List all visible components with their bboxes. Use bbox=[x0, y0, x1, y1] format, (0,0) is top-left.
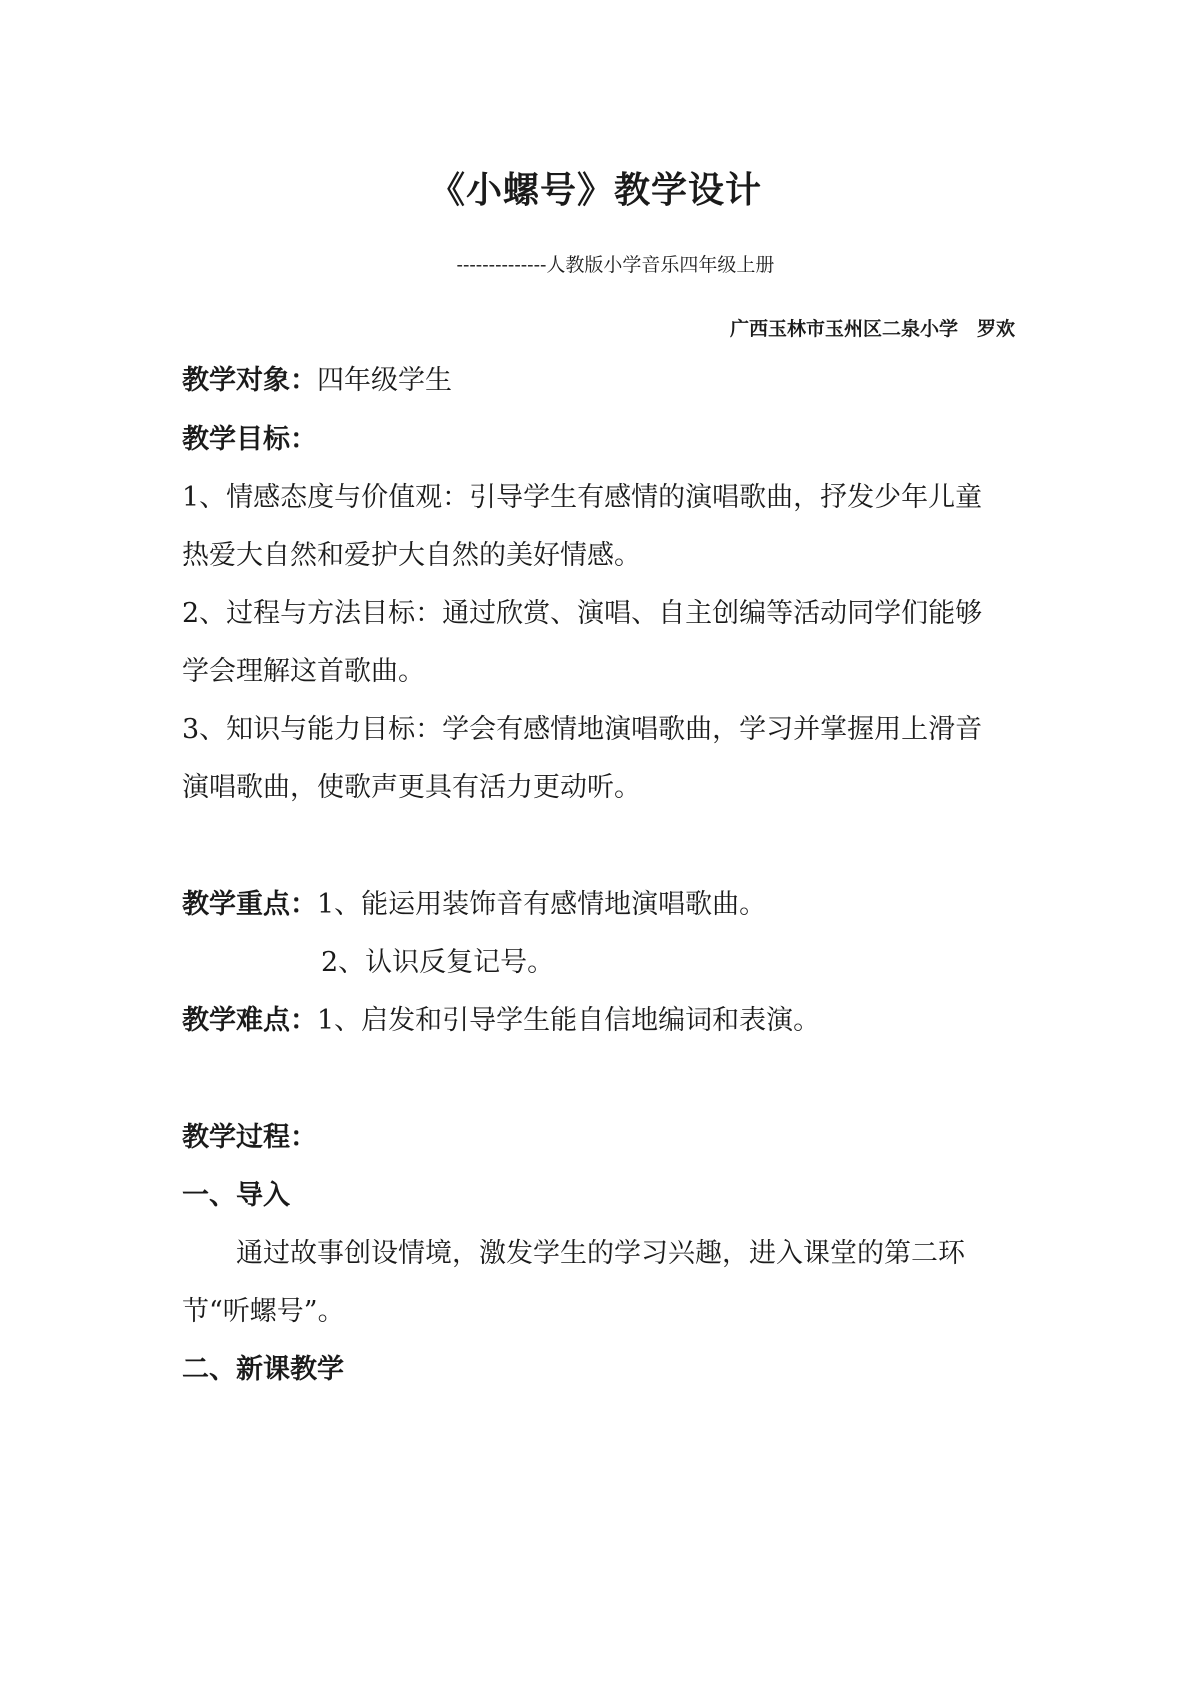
document-subtitle: --------------人教版小学音乐四年级上册 bbox=[456, 254, 775, 276]
goal-2-line-2: 学会理解这首歌曲。 bbox=[182, 656, 425, 687]
section-1-heading: 一、导入 bbox=[182, 1180, 290, 1211]
key-point-1: 1、能运用装饰音有感情地演唱歌曲。 bbox=[317, 889, 767, 920]
teaching-target-label: 教学对象： bbox=[182, 365, 317, 396]
difficulties-label: 教学难点： bbox=[182, 1005, 317, 1036]
goal-1-line-2: 热爱大自然和爱护大自然的美好情感。 bbox=[182, 540, 641, 571]
section-1-line-1: 通过故事创设情境，激发学生的学习兴趣，进入课堂的第二环 bbox=[236, 1238, 965, 1269]
teaching-process-heading: 教学过程： bbox=[182, 1122, 317, 1153]
teaching-goals-heading: 教学目标： bbox=[182, 424, 317, 455]
difficulties-row bbox=[182, 1004, 820, 1038]
goal-1-line-1: 1、情感态度与价值观：引导学生有感情的演唱歌曲，抒发少年儿童 bbox=[182, 482, 983, 513]
key-point-2: 2、认识反复记号。 bbox=[321, 947, 555, 978]
section-1-line-2: 节“听螺号”。 bbox=[182, 1296, 345, 1327]
document-author: 广西玉林市玉州区二泉小学 罗欢 bbox=[729, 318, 1015, 340]
goal-3-line-2: 演唱歌曲，使歌声更具有活力更动听。 bbox=[182, 772, 641, 803]
difficulty-1: 1、启发和引导学生能自信地编词和表演。 bbox=[317, 1005, 821, 1036]
goal-2-line-1: 2、过程与方法目标：通过欣赏、演唱、自主创编等活动同学们能够 bbox=[182, 598, 983, 629]
key-points-row bbox=[182, 888, 766, 922]
document-title: 《小螺号》教学设计 bbox=[428, 169, 762, 211]
teaching-target-row bbox=[182, 364, 452, 398]
section-2-heading: 二、新课教学 bbox=[182, 1354, 344, 1385]
goal-3-line-1: 3、知识与能力目标：学会有感情地演唱歌曲，学习并掌握用上滑音 bbox=[182, 714, 983, 745]
key-points-label: 教学重点： bbox=[182, 889, 317, 920]
teaching-target-value: 四年级学生 bbox=[317, 365, 452, 396]
